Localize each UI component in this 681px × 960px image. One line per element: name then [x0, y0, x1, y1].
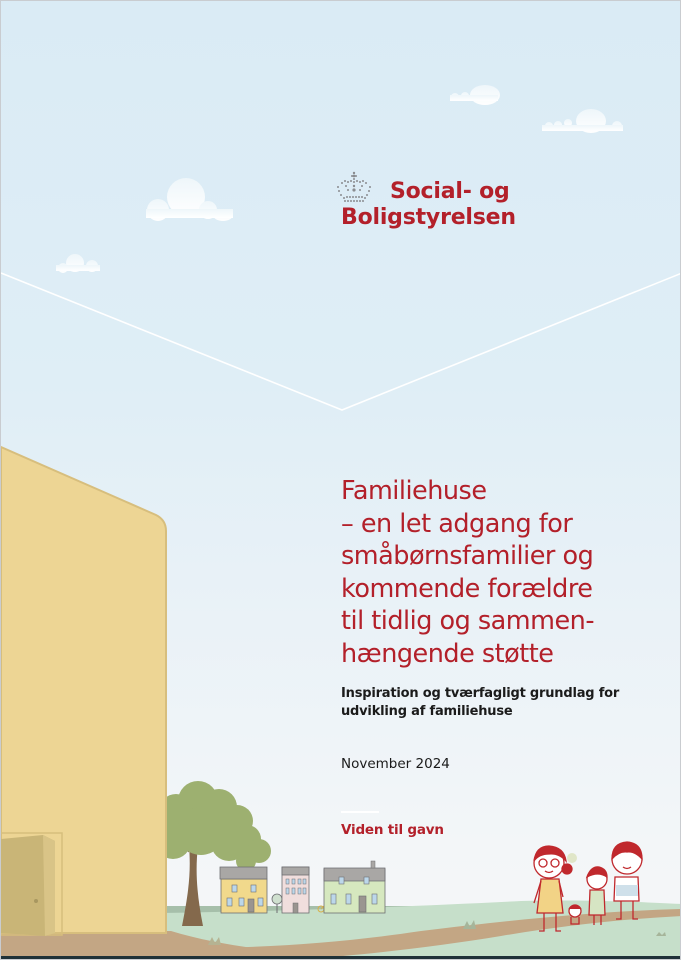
- title-line: kommende forældre: [341, 573, 593, 604]
- crown-icon: [337, 172, 371, 202]
- report-subtitle: [341, 685, 619, 721]
- subtitle-line: udvikling af familiehuse: [341, 704, 513, 719]
- house-green: [324, 861, 385, 913]
- divider: [341, 811, 379, 813]
- title-line: – en let adgang for: [341, 508, 573, 539]
- title-line: Familiehuse: [341, 476, 487, 506]
- subtitle-line: Inspiration og tværfagligt grundlag for: [341, 686, 620, 701]
- bottom-edge: [1, 956, 681, 960]
- house-tall: [282, 867, 309, 913]
- publisher-name-line2: Boligstyrelsen: [341, 205, 516, 230]
- publisher-logo: [341, 179, 516, 231]
- house-yellow: [220, 867, 267, 913]
- title-line: til tidlig og sammen-: [341, 606, 595, 636]
- publisher-name-line1: Social- og: [390, 179, 510, 204]
- tagline: Viden til gavn: [341, 822, 444, 838]
- title-line: småbørnsfamilier og: [341, 541, 594, 571]
- decorative-line: [1, 273, 681, 410]
- publication-date: November 2024: [341, 756, 450, 772]
- title-line: hængende støtte: [341, 638, 554, 669]
- cloud-icon: [56, 85, 623, 273]
- report-title: [341, 475, 594, 670]
